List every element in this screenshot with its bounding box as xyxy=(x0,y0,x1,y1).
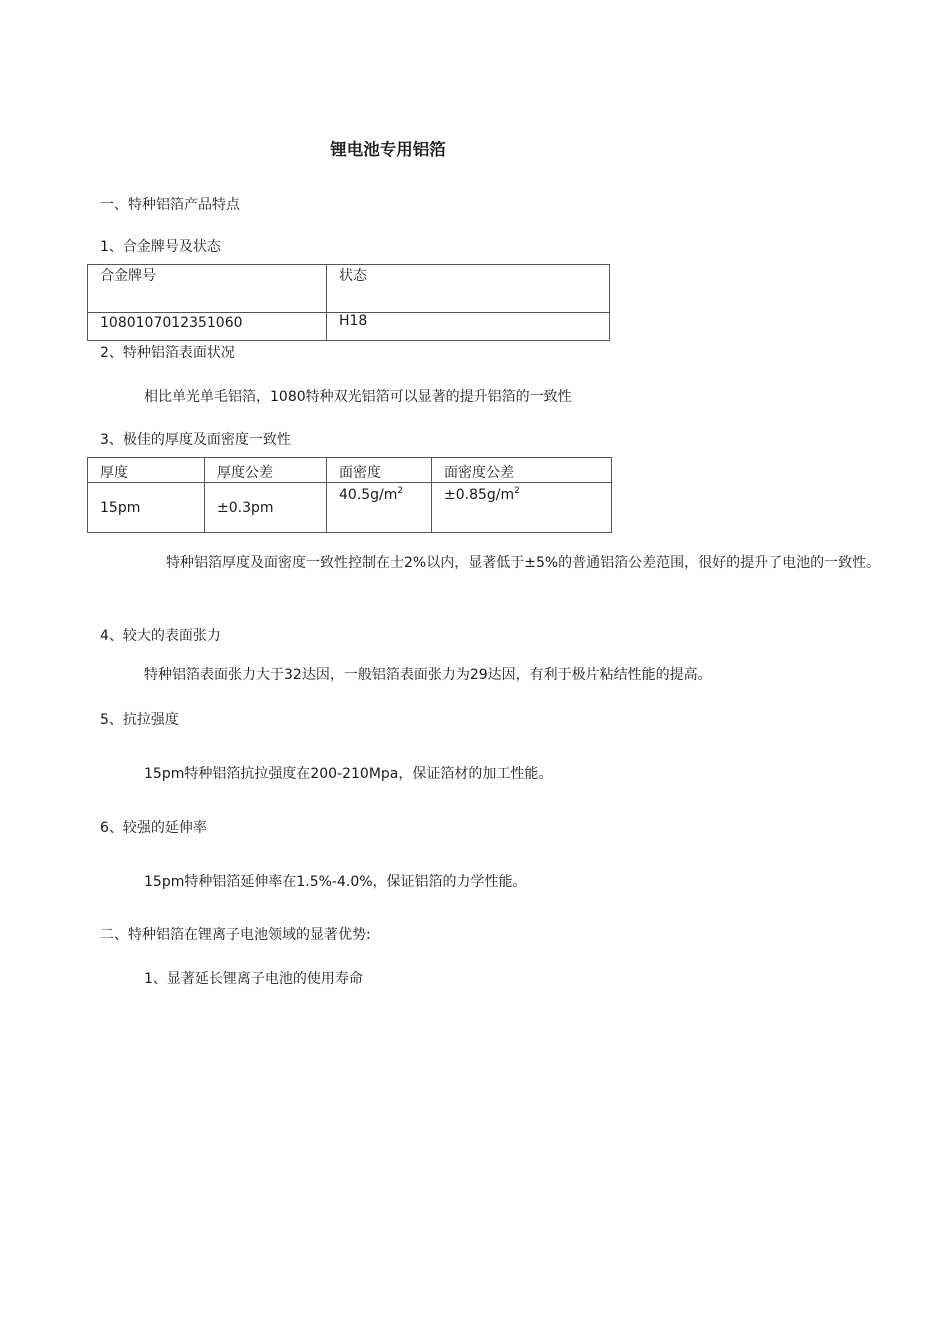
section-heading-2: 二、特种铝箔在锂离子电池领域的显著优势: xyxy=(100,927,371,943)
paragraph-tensile-strength: 15pm特种铝箔抗拉强度在200-210Mpa，保证箔材的加工性能。 xyxy=(144,766,553,782)
table-cell: 1080107012351060 xyxy=(88,313,327,341)
cell-value: 40.5g/m xyxy=(339,487,398,503)
table-header-cell: 厚度 xyxy=(88,458,205,483)
paragraph-surface-tension: 特种铝箔表面张力大于32达因，一般铝箔表面张力为29达因，有利于极片粘结性能的提高。 xyxy=(144,667,712,683)
table-header-row xyxy=(88,458,612,483)
table-row xyxy=(88,313,610,341)
table-cell: ±0.3pm xyxy=(205,483,327,533)
subheading-alloy-grade: 1、合金牌号及状态 xyxy=(100,239,221,255)
subheading-surface-tension: 4、较大的表面张力 xyxy=(100,628,221,644)
table-header-cell: 面密度 xyxy=(327,458,432,483)
table-header-row xyxy=(88,265,610,313)
table-header-cell: 状态 xyxy=(327,265,610,313)
table-cell xyxy=(327,483,432,533)
paragraph-thickness: 特种铝箔厚度及面密度一致性控制在士2%以内，显著低于±5%的普通铝箔公差范围，很好的提升了电池的一致性。 xyxy=(166,555,881,571)
paragraph-surface: 相比单光单毛铝箔，1080特种双光铝箔可以显著的提升铝箔的一致性 xyxy=(144,389,572,405)
cell-value: ±0.85g/m xyxy=(444,487,515,503)
superscript: 2 xyxy=(514,486,520,496)
section-heading-1: 一、特种铝箔产品特点 xyxy=(100,197,240,213)
subheading-elongation: 6、较强的延伸率 xyxy=(100,820,207,836)
table-cell: H18 xyxy=(327,313,610,341)
alloy-table xyxy=(87,264,610,341)
thickness-table xyxy=(87,457,612,533)
subheading-thickness: 3、极佳的厚度及面密度一致性 xyxy=(100,432,291,448)
subheading-tensile-strength: 5、抗拉强度 xyxy=(100,712,179,728)
table-row xyxy=(88,483,612,533)
table-cell xyxy=(432,483,612,533)
table-cell: 15pm xyxy=(88,483,205,533)
paragraph-elongation: 15pm特种铝箔延伸率在1.5%-4.0%，保证铝箔的力学性能。 xyxy=(144,874,527,890)
table-header-cell: 面密度公差 xyxy=(432,458,612,483)
document-title: 锂电池专用铝箔 xyxy=(330,140,446,159)
table-header-cell: 厚度公差 xyxy=(205,458,327,483)
table-header-cell: 合金牌号 xyxy=(88,265,327,313)
subheading-battery-life: 1、显著延长锂离子电池的使用寿命 xyxy=(144,971,363,987)
subheading-surface: 2、特种铝箔表面状况 xyxy=(100,345,235,361)
superscript: 2 xyxy=(397,486,404,496)
